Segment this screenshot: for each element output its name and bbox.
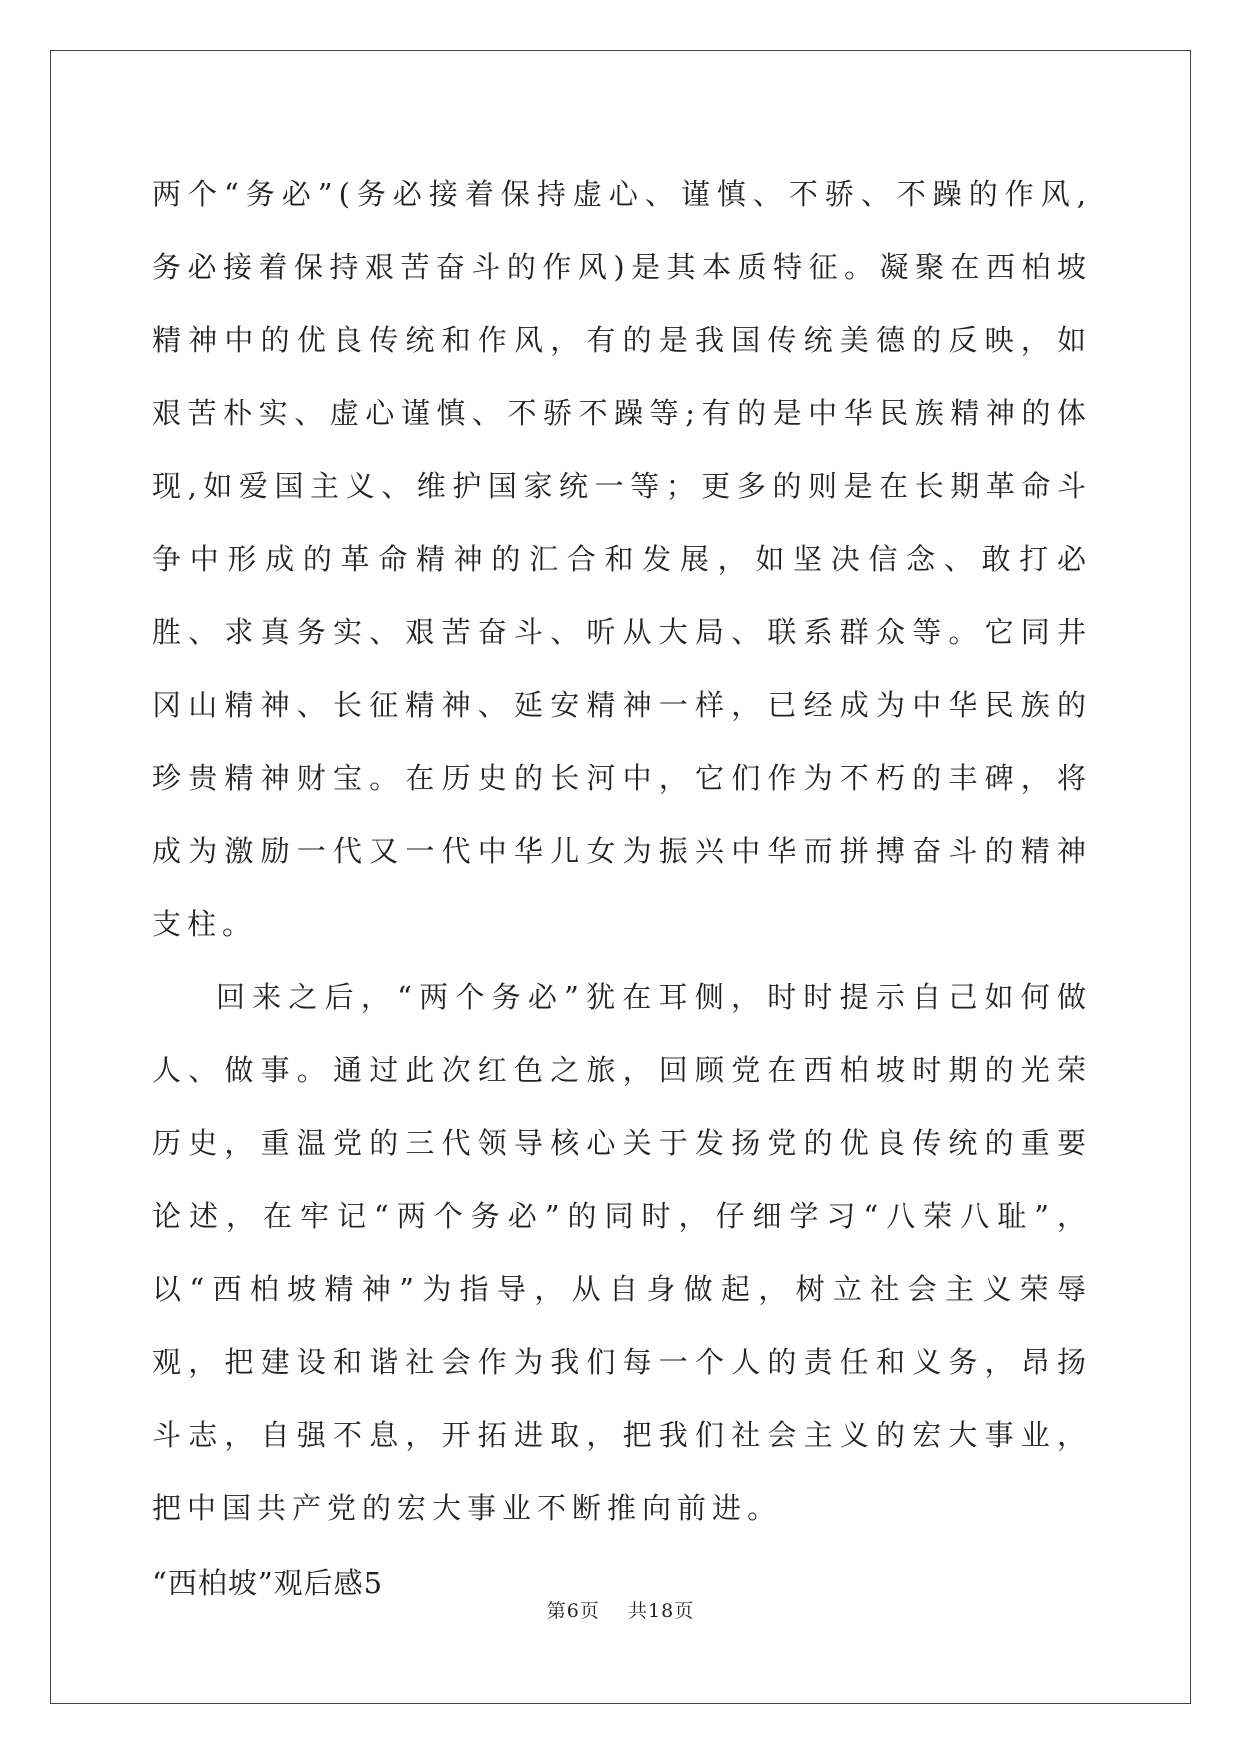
page-footer [0,1596,1241,1623]
document-body [152,158,1092,1620]
body-paragraph: 两个“务必”(务必接着保持虚心、谨慎、不骄、不躁的作风,务必接着保持艰苦奋斗的作风)是其本质特征。凝聚在西柏坡精神中的优良传统和作风，有的是我国传统美德的反映，如艰苦朴实、虚心谨慎、不骄不躁等;有的是中华民族精神的体现,如爱国主义、维护国家统一等；更多的则是在长期革命斗争中形成的革命精神的汇合和发展，如坚决信念、敢打必胜、求真务实、艰苦奋斗、听从大局、联系群众等。它同井冈山精神、长征精神、延安精神一样，已经成为中华民族的珍贵精神财宝。在历史的长河中，它们作为不朽的丰碑，将成为激励一代又一代中华儿女为振兴中华而拼搏奋斗的精神支柱。 [152,177,1092,941]
body-paragraph: 回来之后，“两个务必”犹在耳侧，时时提示自己如何做人、做事。通过此次红色之旅，回顾党在西柏坡时期的光荣历史，重温党的三代领导核心关于发扬党的优良传统的重要论述，在牢记“两个务必”的同时，仔细学习“八荣八耻”，以“西柏坡精神”为指导，从自身做起，树立社会主义荣辱观，把建设和谐社会作为我们每一个人的责任和义务，昂扬斗志，自强不息，开拓进取，把我们社会主义的宏大事业，把中国共产党的宏大事业不断推向前进。 [152,980,1092,1525]
page-number-label: 第6页 共18页 [546,1600,695,1622]
section-heading: “西柏坡”观后感5 [152,1566,384,1600]
